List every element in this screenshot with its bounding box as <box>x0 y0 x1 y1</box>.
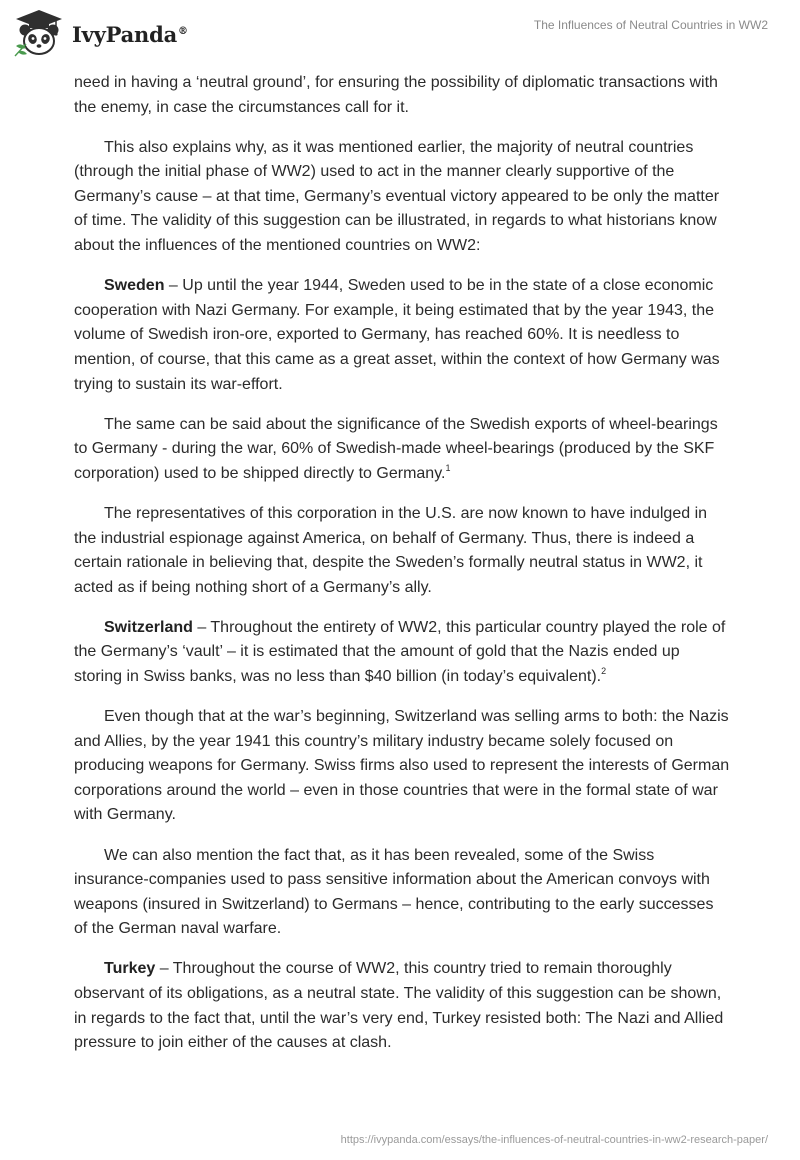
paragraph <box>74 844 730 942</box>
panda-graduate-icon <box>12 6 66 60</box>
paragraph-text: – Throughout the entirety of WW2, this particular country played the role of the Germany’s ‘vault’ – it is estimated that the amount of gold that the Nazis ended up storing in Swiss banks, was no less than $40 billion (in today’s equivalent). <box>74 618 726 685</box>
logo-text <box>72 22 188 47</box>
paragraph-heading: Turkey <box>104 960 156 978</box>
essay-body <box>74 71 730 1071</box>
paragraph-text: Even though that at the war’s beginning, Switzerland was selling arms to both: the Nazis and Allies, by the year 1941 this country’s military industry became solely focused on producing weapons for Germany. Swiss firms also used to represent the interests of German corporations around the world – even in those countries that were in the formal state of war with Germany. <box>74 708 730 824</box>
paragraph-text: need in having a ‘neutral ground’, for ensuring the possibility of diplomatic transactions with the enemy, in case the circumstances call for it. <box>74 74 718 116</box>
paragraph <box>74 71 730 120</box>
paragraph <box>74 136 730 259</box>
paragraph <box>74 616 730 690</box>
ivypanda-logo[interactable] <box>12 6 188 60</box>
paragraph-heading: Sweden <box>104 277 165 295</box>
footnote-ref[interactable]: 2 <box>601 665 607 676</box>
paragraph-text: The representatives of this corporation in the U.S. are now known to have indulged in the industrial espionage against America, on behalf of Germany. Thus, there is indeed a certain rationale in believing that, despite the Sweden’s formally neutral status in WW2, it acted as if being nothing short of a Germany’s ally. <box>74 504 708 596</box>
logo-wordmark: IvyPanda <box>72 21 178 47</box>
page-header <box>0 0 800 66</box>
paragraph-text: – Throughout the course of WW2, this country tried to remain thoroughly observant of its obligations, as a neutral state. The validity of this suggestion can be shown, in regards to the fact that, until the war’s very end, Turkey resisted both: The Nazi and Allied pressure to join either of the causes at clash. <box>74 960 724 1052</box>
source-url[interactable]: https://ivypanda.com/essays/the-influences-of-neutral-countries-in-ww2-research-paper/ <box>340 1134 768 1146</box>
paragraph <box>74 705 730 828</box>
paragraph-heading: Switzerland <box>104 618 193 636</box>
paragraph <box>74 274 730 397</box>
footnote-ref[interactable]: 1 <box>445 462 451 473</box>
paragraph-text: This also explains why, as it was mentioned earlier, the majority of neutral countries (through the initial phase of WW2) used to act in the manner clearly supportive of the Germany’s cause – at that time, Germany’s eventual victory appeared to be only the matter of time. The validity of this suggestion can be illustrated, in regards to what historians know about the influences of the mentioned countries on WW2: <box>74 138 720 255</box>
paragraph <box>74 413 730 487</box>
paragraph <box>74 502 730 600</box>
paragraph <box>74 957 730 1055</box>
paragraph-text: The same can be said about the significance of the Swedish exports of wheel-bearings to Germany - during the war, 60% of Swedish-made wheel-bearings (produced by the SKF corporation) used to be shipped directly to Germany. <box>74 415 718 482</box>
document-title: The Influences of Neutral Countries in WW2 <box>533 18 768 32</box>
registered-mark: ® <box>178 25 188 37</box>
paragraph-text: We can also mention the fact that, as it has been revealed, some of the Swiss insurance-companies used to pass sensitive information about the American convoys with weapons (insured in Switzerland) to Germans – hence, contributing to the early successes of the German naval warfare. <box>74 846 714 938</box>
paragraph-text: – Up until the year 1944, Sweden used to be in the state of a close economic cooperation with Nazi Germany. For example, it being estimated that by the year 1943, the volume of Swedish iron-ore, exported to Germany, has reached 60%. It is needless to mention, of course, that this came as a great asset, within the context of how Germany was trying to sustain its war-effort. <box>74 277 720 393</box>
